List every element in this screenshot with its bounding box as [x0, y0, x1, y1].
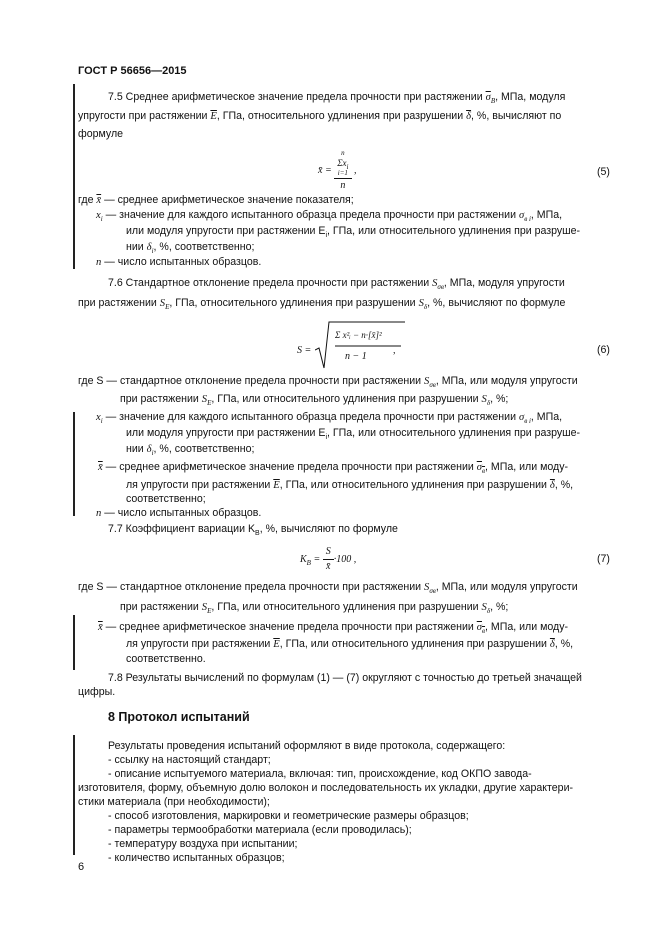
w5-line-5: — число испытанных образцов. [104, 256, 262, 268]
w6-line-4b: , ГПа, или относительного удлинения при разруше- [327, 427, 581, 439]
w7-line-3a: — среднее арифметическое значение предела прочности при растяжении [105, 621, 474, 633]
w5-line-2b: , МПа, [530, 209, 563, 221]
n-symbol: n [96, 257, 102, 268]
w5-line-3b: , ГПа, или относительного удлинения при разруше- [327, 225, 581, 237]
w5-line-4b: , %, соответственно; [153, 241, 255, 253]
w6-line-4: или модуля упругости при растяжении E [126, 427, 326, 439]
p76-text-c: при растяжении [78, 297, 157, 309]
formula-5-denominator: n [340, 180, 346, 191]
where-label: где [78, 194, 94, 206]
protocol-item-2c: стики материала (при необходимости); [78, 796, 270, 808]
w7-line-4a: ля упругости при растяжении [126, 638, 271, 650]
w5-line-2a: — значение для каждого испытанного образца предела прочности при растяжении [105, 209, 516, 221]
p76-text-a: 7.6 Стандартное отклонение предела прочности при растяжении [108, 277, 430, 289]
w5-line-4: нии [126, 241, 144, 253]
protocol-item-3: - способ изготовления, маркировки и геометрические размеры образцов; [108, 810, 469, 822]
formula-7-tail: ·100 , [333, 553, 357, 565]
formula-7-fraction [323, 545, 334, 574]
w6-line-7a: ля упругости при растяжении [126, 479, 271, 491]
n-symbol: n [96, 508, 102, 519]
document-header: ГОСТ Р 56656—2015 [78, 65, 187, 77]
equation-number-6: (6) [597, 344, 610, 356]
protocol-item-4: - параметры термообработки материала (если проводилась); [108, 824, 412, 836]
p76-text-d: , ГПа, относительного удлинения при разрушении [169, 297, 416, 309]
w7-line-2a: при растяжении [120, 601, 199, 613]
change-bar [73, 615, 75, 670]
x-sub: i [346, 162, 349, 171]
protocol-item-2b: изготовителя, форму, объемную долю волокон и последовательность их укладки, другие характери- [78, 782, 574, 794]
w6-line-1a: где S — стандартное отклонение предела прочности при растяжении [78, 375, 422, 387]
p76-text-e: , %, вычисляют по формуле [427, 297, 566, 309]
p75-text-c: упругости при растяжении [78, 110, 208, 122]
w6-line-2c: , %; [490, 393, 509, 405]
w7-line-2c: , %; [490, 601, 509, 613]
equation-number-5: (5) [597, 166, 610, 178]
formula-6-tail: , [393, 345, 396, 356]
xi-sub: i [100, 215, 103, 224]
w6-line-7c: , %, [554, 479, 574, 491]
protocol-intro: Результаты проведения испытаний оформляют в виде протокола, содержащего: [108, 740, 506, 752]
w7-line-5: соответственно. [126, 653, 206, 665]
sum-symbol: Σ [337, 158, 343, 168]
sigma-symbol: $\overline{\sigma}$ [485, 92, 491, 103]
formula-5-tail: , [354, 164, 357, 176]
formula-7-eq: = [313, 553, 321, 565]
formula-6-denominator: n − 1 [345, 351, 367, 362]
p75-text-f: формуле [78, 128, 124, 140]
p75-text-a: 7.5 Среднее арифметическое значение предела прочности при растяжении [108, 91, 483, 103]
w5-line-3: или модуля упругости при растяжении E [126, 225, 326, 237]
formula-7-denominator: x̄ [325, 561, 331, 572]
w6-line-3b: , МПа, [530, 411, 563, 423]
w6-line-2b: , ГПа, или относительного удлинения при разрушении [211, 393, 479, 405]
w6-line-1b: , МПа, или модуля упругости [435, 375, 578, 387]
formula-7-sub: B [306, 558, 311, 567]
sigma-subscript: B [490, 97, 496, 106]
w7-line-4b: , ГПа, или относительного удлинения при разрушении [279, 638, 547, 650]
sum-upper: n [341, 149, 345, 157]
w6-line-2a: при растяжении [120, 393, 199, 405]
p75-text-b: , МПа, модуля [495, 91, 566, 103]
p77-text-a: 7.7 Коэффициент вариации K [108, 523, 256, 535]
xbar-symbol: x̄ [98, 622, 103, 633]
formula-5-lhs: x̄ = [318, 164, 332, 176]
delta-symbol: $\overline{\delta}$ [466, 111, 472, 122]
change-bar [73, 412, 75, 516]
paragraph-7-7 [108, 522, 398, 536]
w7-line-1b: , МПа, или модуля упругости [435, 581, 578, 593]
w6-line-3a: — значение для каждого испытанного образца предела прочности при растяжении [105, 411, 516, 423]
change-bar [73, 84, 75, 269]
protocol-item-6: - количество испытанных образцов; [108, 852, 285, 864]
p78-text-b: цифры. [78, 686, 116, 698]
w5-line-1: — среднее арифметическое значение показателя; [104, 194, 354, 206]
protocol-item-5: - температуру воздуха при испытании; [108, 838, 298, 850]
formula-5 [318, 148, 357, 193]
xbar-symbol: x̄ [98, 462, 103, 473]
w6-line-5: нии [126, 443, 144, 455]
xi-symbol: x [96, 210, 101, 221]
formula-6-lhs: S = [297, 345, 312, 356]
w7-line-2b: , ГПа, или относительного удлинения при разрушении [211, 601, 479, 613]
xi-symbol: x [96, 412, 101, 423]
w6-line-9: — число испытанных образцов. [104, 507, 262, 519]
e-symbol: $\overline{E}$ [210, 111, 217, 122]
protocol-item-2a: - описание испытуемого материала, включая: тип, происхождение, код ОКПО завода- [108, 768, 532, 780]
section-8-title: 8 Протокол испытаний [108, 710, 250, 724]
formula-7-numerator: S [323, 545, 334, 560]
formula-7 [300, 545, 356, 574]
xbar-symbol: x̄ [96, 195, 102, 206]
equation-number-7: (7) [597, 553, 610, 565]
p75-text-e: , %, вычисляют по [471, 110, 562, 122]
p77-sub: B [255, 530, 260, 538]
formula-5-numerator [334, 148, 351, 179]
w7-line-3b: , МПа, или моду- [485, 621, 569, 633]
w6-line-6a: — среднее арифметическое значение предела прочности при растяжении [105, 461, 474, 473]
p75-text-d: , ГПа, относительного удлинения при разрушении [216, 110, 464, 122]
p76-text-b: , МПа, модуля упругости [443, 277, 565, 289]
sum-lower: i=1 [337, 169, 348, 177]
p77-text-b: , %, вычисляют по формуле [259, 523, 398, 535]
w6-line-5b: , %, соответственно; [153, 443, 255, 455]
w6-line-6b: , МПа, или моду- [485, 461, 569, 473]
formula-5-fraction [334, 148, 351, 193]
p78-text-a: 7.8 Результаты вычислений по формулам (1) — (7) округляют с точностью до третьей значащей [108, 672, 582, 684]
w7-line-4c: , %, [554, 638, 574, 650]
change-bar [73, 735, 75, 855]
w6-line-7b: , ГПа, или относительного удлинения при разрушении [279, 479, 547, 491]
page-number: 6 [78, 861, 85, 873]
formula-6-numerator: Σ x²ᵢ − n·[x̄]² [335, 330, 382, 340]
w7-line-1a: где S — стандартное отклонение предела прочности при растяжении [78, 581, 422, 593]
formula-7-lhs: K [300, 553, 307, 565]
x-var: x [342, 158, 347, 168]
protocol-item-1: - ссылку на настоящий стандарт; [108, 754, 271, 766]
w6-line-8: соответственно; [126, 493, 206, 505]
